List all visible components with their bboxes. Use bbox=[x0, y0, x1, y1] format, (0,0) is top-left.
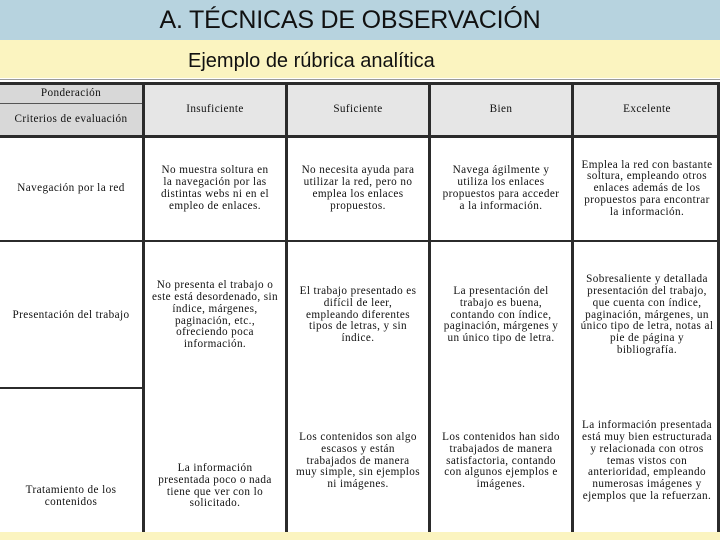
rule-row2-bottom-partial bbox=[0, 387, 145, 389]
rule-col-1 bbox=[142, 82, 145, 533]
row-criterion-tratamiento: Tratamiento de los contenidos bbox=[25, 483, 117, 508]
rule-col-2 bbox=[285, 82, 288, 533]
rule-corner-split bbox=[0, 103, 142, 104]
rubric-cell: No muestra soltura en la navegación por las distintas webs ni en el empleo de enlaces. bbox=[160, 164, 269, 212]
column-header-bien: Bien bbox=[489, 103, 513, 116]
row-criterion-navegacion: Navegación por la red bbox=[17, 182, 125, 195]
title-bar bbox=[0, 0, 720, 40]
rule-header-bottom bbox=[0, 135, 720, 138]
rubric-cell: La presentación del trabajo es buena, contando con índice, paginación, márgenes y un único tipo de letra. bbox=[443, 285, 559, 345]
rule-top bbox=[0, 82, 720, 85]
corner-ponderacion: Ponderación bbox=[40, 87, 102, 100]
rubric-cell: Sobresaliente y detallada presentación del trabajo, que cuenta con índice, paginación, márgenes, un único tipo de letra, notas al pie de página y bibliografía. bbox=[580, 273, 714, 356]
column-header-excelente: Excelente bbox=[623, 103, 671, 116]
rule-row1-bottom bbox=[0, 240, 720, 242]
rubric-cell: Navega ágilmente y utiliza los enlaces propuestos para acceder a la información. bbox=[442, 164, 560, 212]
rubric-cell: La información presentada está muy bien estructurada y relacionada con otros temas vistos con anterioridad, empleando numerosas imágenes y ejemplos que la refuerzan. bbox=[582, 419, 712, 502]
rubric-frame bbox=[0, 80, 720, 533]
slide-subtitle: Ejemplo de rúbrica analítica bbox=[188, 50, 435, 72]
rubric-table bbox=[0, 79, 720, 533]
rubric-cell: La información presentada poco o nada tiene que ver con lo solicitado. bbox=[158, 461, 272, 510]
slide-title: A. TÉCNICAS DE OBSERVACIÓN bbox=[159, 5, 541, 34]
bottom-strip bbox=[0, 532, 720, 540]
rubric-cell: No necesita ayuda para utilizar la red, pero no emplea los enlaces propuestos. bbox=[301, 164, 415, 212]
rule-col-4 bbox=[571, 82, 574, 533]
corner-criterios: Criterios de evaluación bbox=[14, 113, 128, 126]
rubric-cell: Emplea la red con bastante soltura, empleando otros enlaces además de los propuestos para encontrar la información. bbox=[581, 158, 713, 218]
rubric-cell: El trabajo presentado es difícil de leer, empleando diferentes tipos de letras, y sin índice. bbox=[299, 285, 417, 345]
rubric-cell: Los contenidos han sido trabajados de manera satisfactoria, contando con algunos ejemplos e imágenes. bbox=[442, 431, 560, 491]
column-header-insuficiente: Insuficiente bbox=[186, 103, 244, 116]
row-criterion-presentacion: Presentación del trabajo bbox=[12, 308, 130, 321]
rubric-cell: No presenta el trabajo o este está desordenado, sin índice, márgenes, paginación, etc., ofreciendo poca información. bbox=[152, 279, 278, 351]
column-header-suficiente: Suficiente bbox=[333, 103, 383, 116]
rule-col-3 bbox=[428, 82, 431, 533]
subtitle-bar bbox=[0, 40, 720, 78]
rubric-cell: Los contenidos son algo escasos y están trabajados de manera muy simple, sin ejemplos ni imágenes. bbox=[296, 431, 420, 491]
